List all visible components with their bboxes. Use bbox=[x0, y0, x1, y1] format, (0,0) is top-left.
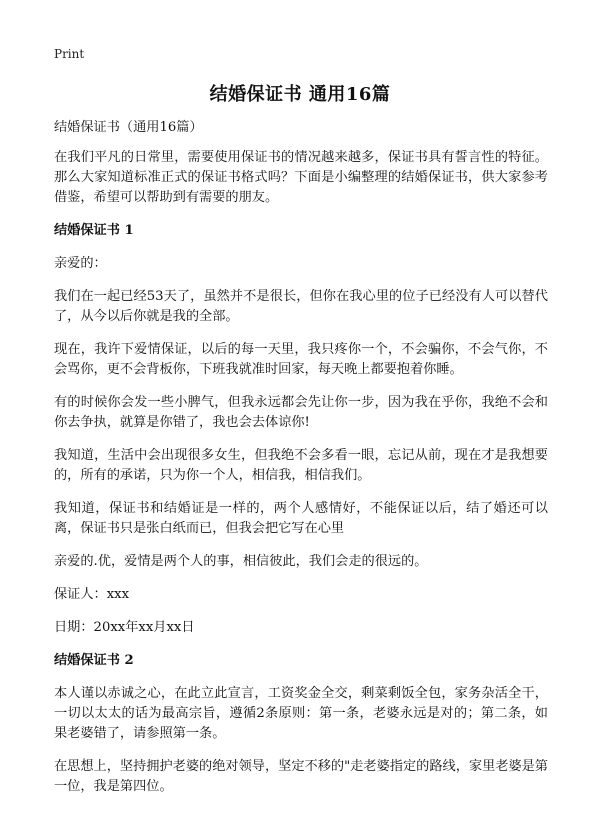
section-2-heading: 结婚保证书 2 bbox=[54, 653, 134, 668]
section-1-paragraph: 我知道，生活中会出现很多女生，但我绝不会多看一眼，忘记从前，现在才是我想要的，所有的承诺，只为你一个人，相信我，相信我们。 bbox=[54, 448, 548, 483]
section-1-paragraph: 亲爱的： bbox=[54, 256, 107, 271]
intro-paragraph: 在我们平凡的日常里，需要使用保证书的情况越来越多，保证书具有誓言性的特征。那么大家知道标准正式的保证书格式吗？下面是小编整理的结婚保证书，供大家参考借鉴，希望可以帮助到有需要的朋友。 bbox=[54, 150, 548, 205]
section-1-paragraph: 我们在一起已经53天了，虽然并不是很长，但你在我心里的位子已经没有人可以替代了，从今以后你就是我的全部。 bbox=[54, 289, 548, 324]
document-body bbox=[54, 118, 548, 810]
section-1-paragraph: 有的时候你会发一些小脾气，但我永远都会先让你一步，因为我在乎你，我绝不会和你去争执，就算是你错了，我也会去体谅你! bbox=[54, 395, 548, 430]
section-2-paragraph: 在思想上，坚持拥护老婆的绝对领导，坚定不移的"走老婆指定的路线，家里老婆是第一位，我是第四位。 bbox=[54, 759, 548, 794]
section-2-paragraph: 本人谨以赤诚之心，在此立此宣言，工资奖金全交，剩菜剩饭全包，家务杂活全干，一切以太太的话为最高宗旨，遵循2条原则：第一条，老婆永远是对的；第二条，如果老婆错了，请参照第一条。 bbox=[54, 686, 548, 741]
section-1-paragraph: 现在，我许下爱情保证，以后的每一天里，我只疼你一个，不会骗你，不会气你，不会骂你，更不会背板你，下班我就准时回家，每天晚上都要抱着你睡。 bbox=[54, 342, 548, 377]
print-link[interactable]: Print bbox=[54, 47, 85, 61]
section-1-paragraph: 亲爱的.优，爱情是两个人的事，相信彼此，我们会走的很远的。 bbox=[54, 554, 428, 569]
date-line: 日期：20xx年xx月xx日 bbox=[54, 620, 195, 635]
section-1-heading: 结婚保证书 1 bbox=[54, 223, 134, 238]
document-subtitle: 结婚保证书（通用16篇） bbox=[54, 120, 203, 135]
page-title: 结婚保证书 通用16篇 bbox=[209, 84, 391, 105]
guarantor-line: 保证人：xxx bbox=[54, 587, 130, 602]
section-1-paragraph: 我知道，保证书和结婚证是一样的，两个人感情好，不能保证以后，结了婚还可以离，保证书只是张白纸而已，但我会把它写在心里 bbox=[54, 501, 548, 536]
